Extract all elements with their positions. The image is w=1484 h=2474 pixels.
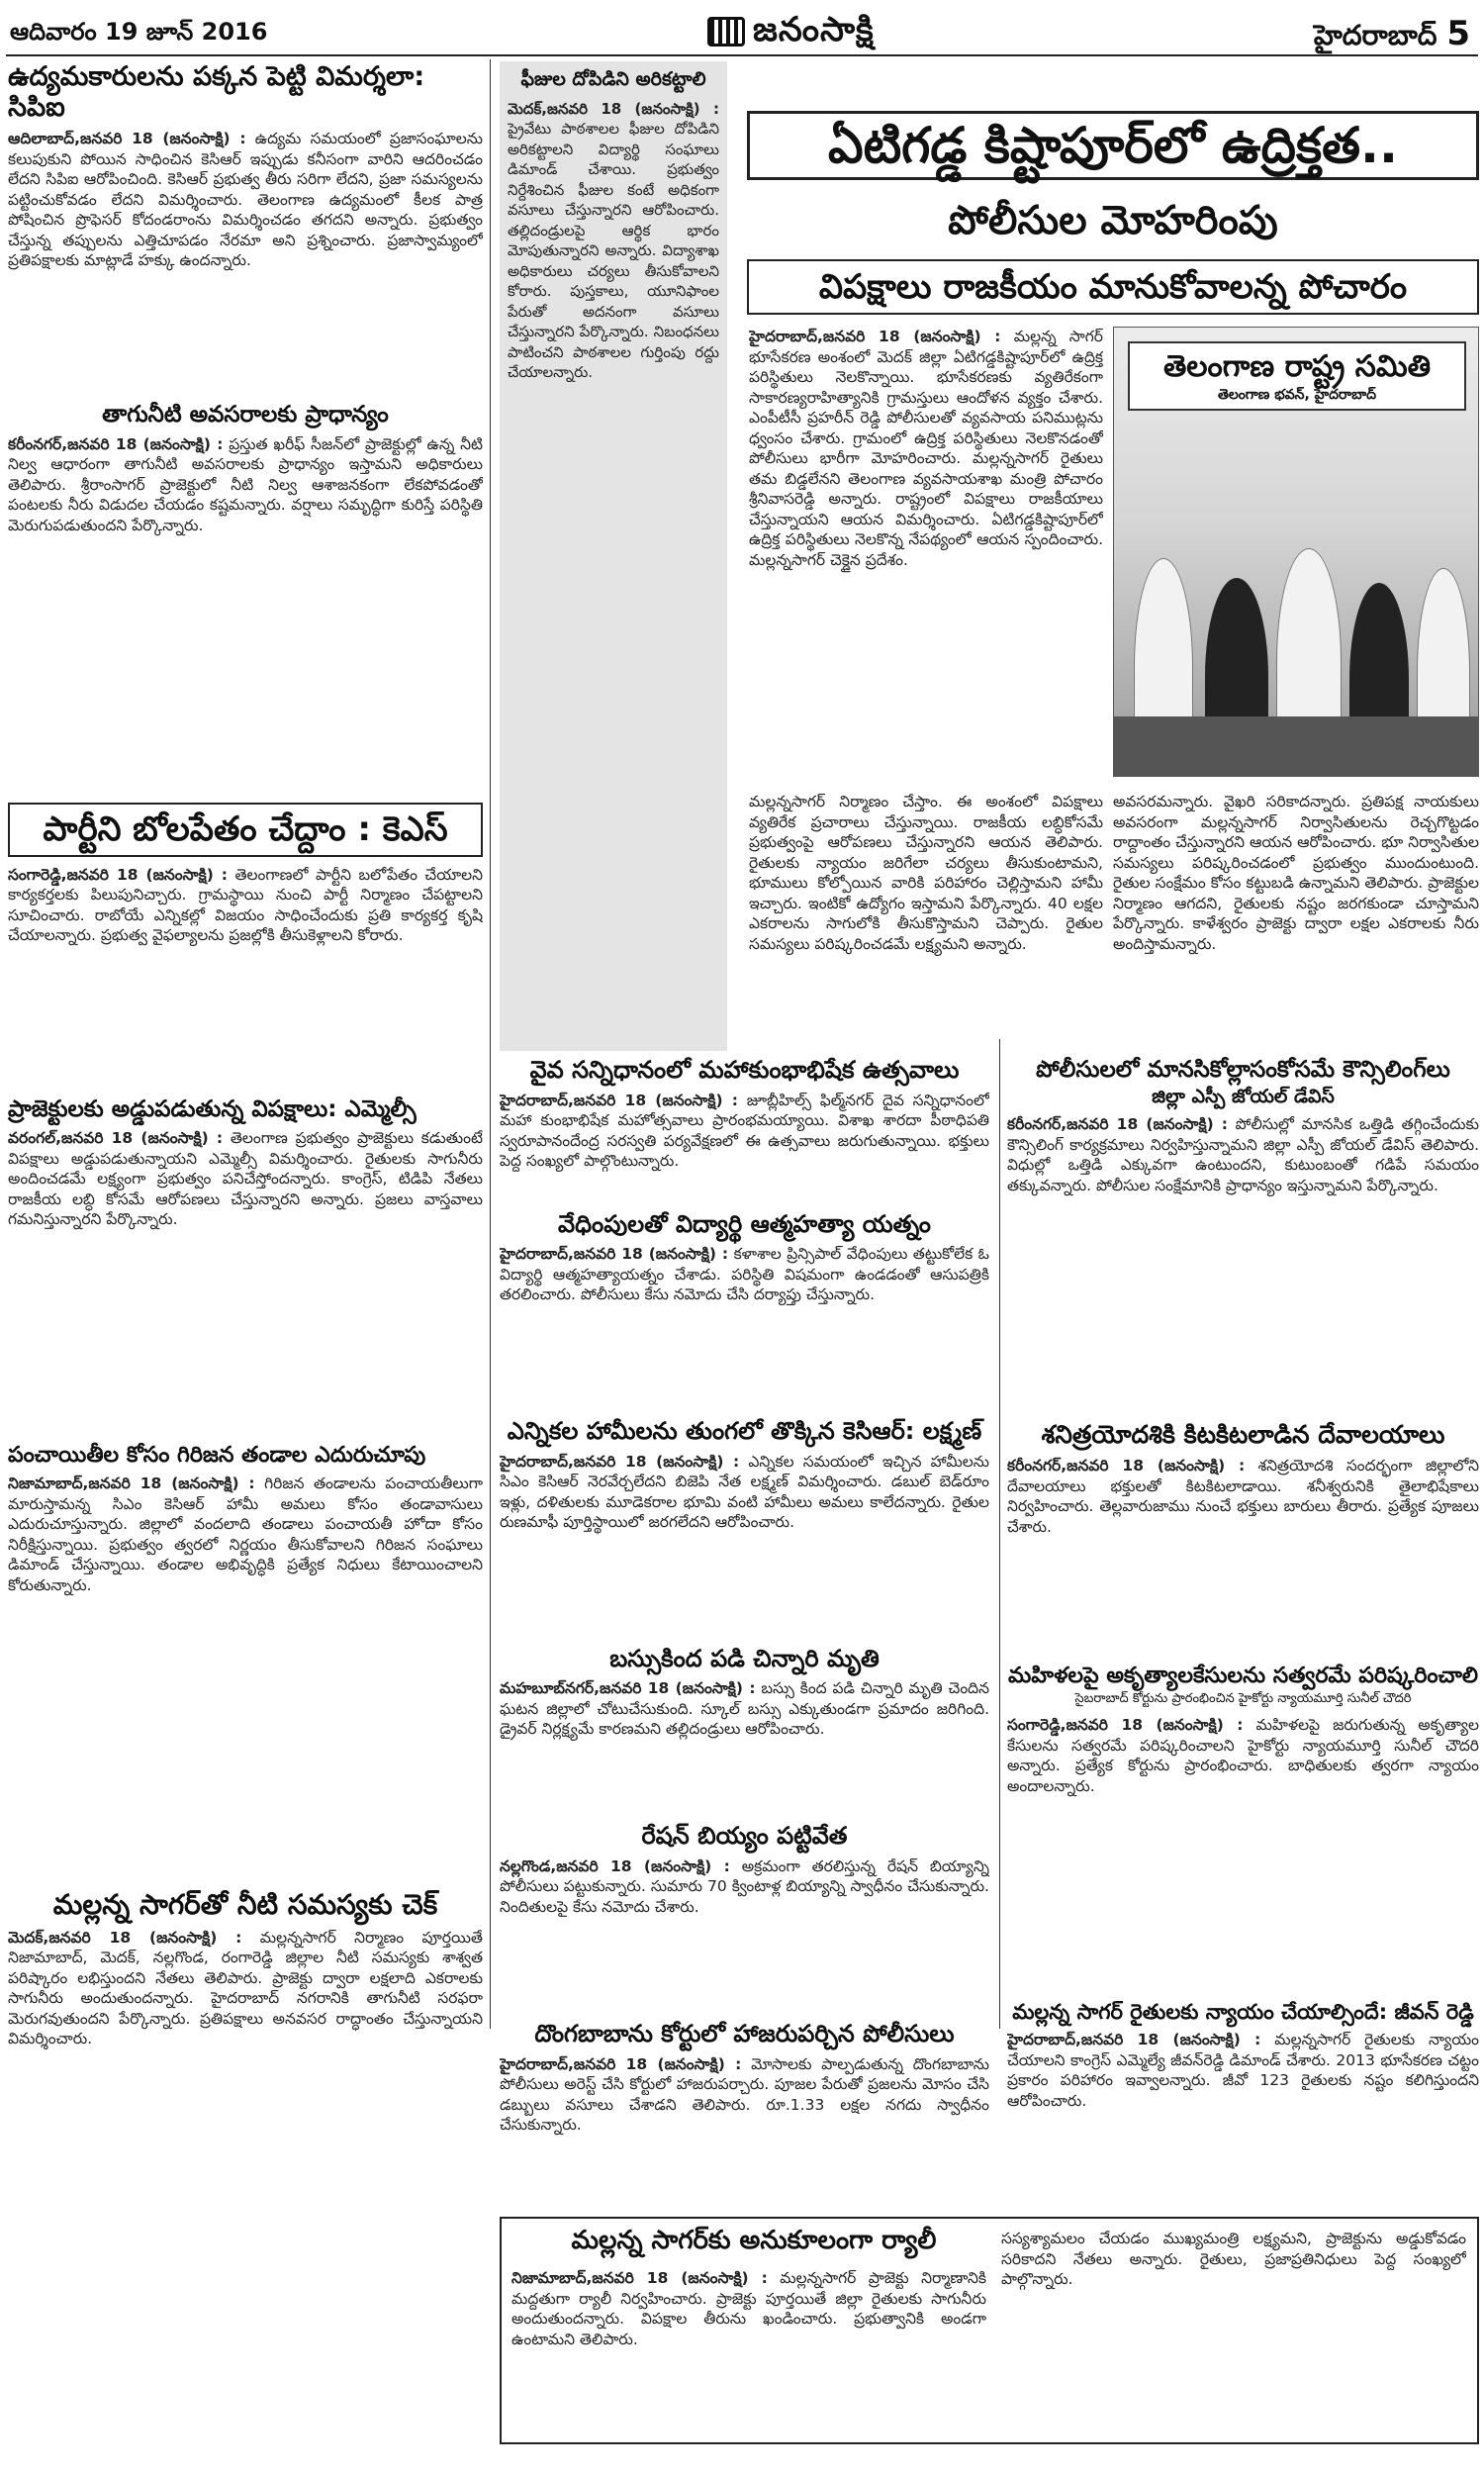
headline-box [8,803,483,857]
dateline: వరంగల్,జనవరి 18 (జనంసాక్షి) : [8,1129,224,1148]
article-body-right: సస్యశ్యామలం చేయడం ముఖ్యమంత్రి లక్ష్యమని, ప్రాజెక్టును అడ్డుకోవడం సరికాదని నేతలు అన్నారు. రైతులు, ప్రజాప్రతినిధులు పెద్ద సంఖ్యలో పాల్గొన్నారు. [1001,2230,1466,2288]
trs-banner [1128,341,1466,411]
body-text: ఎన్నికల సమయంలో ఇచ్చిన హామీలను సిఎం కెసిఆర్ నెరవేర్చలేదని బిజెపి నేత లక్ష్మణ్ విమర్శించారు. డబుల్ బెడ్‌రూం ఇళ్లు, దళితులకు మూడెకరాల భూమి వంటి హామీలు అమలు కాలేదన్నారు. రైతుల రుణమాఫీ పూర్తిస్థాయిలో జరగలేదని ఆరోపించారు. [500,1452,989,1532]
article-mallanna-water [8,1889,483,2273]
main-subhead-1: పోలీసుల మోహరింపు [948,198,1278,243]
body-text: ప్రైవేటు పాఠశాలల ఫీజుల దోపిడిని అరికట్టాలని విద్యార్థి సంఘాలు డిమాండ్ చేశాయి. ప్రభుత్వం నిర్దేశించిన ఫీజుల కంటే అధికంగా వసూలు చేస్తున్నారని ఆరోపించారు. తల్లిదండ్రులపై ఆర్థిక భారం మోపుతున్నారని అన్నారు. విద్యాశాఖ అధికారులు చర్యలు తీసుకోవాలని కోరారు. పుస్తకాలు, యూనిఫాంల పేరుతో అదనంగా వసూలు చేస్తున్నారని పేర్కొన్నారు. నిబంధనలు పాటించని పాఠశాలల గుర్తింపు రద్దు చేయాలన్నారు. [508,120,719,382]
article-body [1007,2030,1479,2241]
issue-date: ఆదివారం 19 జూన్ 2016 [10,18,268,46]
article-body [8,1128,483,1435]
article-body [8,1474,483,1881]
article-kumbhabhishekam [500,1057,989,1201]
main-story-body-left [749,327,1103,782]
dateline: నిజామాబాద్,జనవరి 18 (జనంసాక్షి) : [511,2269,768,2287]
article-laxman [500,1418,989,1636]
article-drinking-water [8,402,483,792]
dateline: నిజామాబాద్,జనవరి 18 (జనంసాక్షి) : [8,1475,255,1493]
column-divider [999,1039,1000,2029]
dateline: సంగారెడ్డి,జనవరి 18 (జనంసాక్షి) : [1007,1716,1244,1735]
article-cpi [8,61,483,394]
main-story-body-bottom-right: అవసరమన్నారు. వైఖరి సరికాదన్నారు. ప్రతిపక్ష నాయకులు అవసరంగా మల్లన్నసాగర్ నిర్వాసితులను రెచ్చగొట్టడం రాద్దాంతం చేస్తున్నారని ఆయన ఆరోపించారు. భూ నిర్వాసితుల సమస్యలు పరిష్కరించడంలో ప్రభుత్వం ముందుంటుంది. రైతుల సంక్షేమం కోసం కట్టుబడి ఉన్నామని తెలిపారు. ప్రాజెక్టుల నిర్మాణం ఆగదని, రైతులకు నష్టం జరగకుండా చూస్తామని పేర్కొన్నారు. కాళేశ్వరం ప్రాజెక్టు ద్వారా లక్షల ఎకరాలకు నీరు అందిస్తామన్నారు. [1113,793,1479,953]
main-subhead-box [747,259,1479,315]
headline: బస్సుకింద పడి చిన్నారి మృతి [609,1644,880,1672]
headline: మల్లన్న సాగర్ రైతులకు న్యాయం చేయాల్సిందే: జీవన్ రెడ్డి [1012,2000,1474,2025]
article-body [1007,1456,1479,1654]
headline: ప్రాజెక్టులకు అడ్డుపడుతున్న విపక్షాలు: ఎమ్మెల్సీ [8,1095,417,1122]
article-jeevan-reddy [1007,2000,1479,2241]
paper-name: జనంసాక్షి [753,10,875,49]
article-body [508,99,719,1039]
dateline: మెదక్,జనవరి 18 (జనంసాక్షి) : [508,99,719,118]
page-number: 5 [1446,14,1470,53]
article-temples [1007,1421,1479,1654]
body-text: తెలంగాణ ప్రభుత్వం ప్రాజెక్టులు కడుతుంటే విపక్షాలు అడ్డుపడుతున్నాయని ఎమ్మెల్సీ విమర్శించారు. రైతులకు సాగునీరు అందించడమే లక్ష్యంగా ప్రభుత్వం పనిచేస్తోందన్నారు. కాంగ్రెస్, టిడిపి నేతలు రాజకీయ లబ్ధి కోసమే ఆరోపణలు చేస్తున్నారని అన్నారు. ప్రజలు వాస్తవాలు గమనిస్తున్నారని పేర్కొన్నారు. [8,1129,483,1229]
dateline: కరీంనగర్,జనవరి 18 (జనంసాక్షి) : [8,434,224,453]
dateline: మెదక్,జనవరి 18 (జనంసాక్షి) : [8,1928,242,1947]
article-body [500,1678,989,1813]
paper-logo [707,10,875,57]
article-police-counselling [1007,1057,1479,1411]
headline: రేషన్ బియ్యం పట్టివేత [641,1822,848,1851]
article-body [500,1856,989,2011]
body-text: మోసాలకు పాల్పడుతున్న దొంగబాబాను పోలీసులు అరెస్ట్ చేసి కోర్టులో హాజరుపర్చారు. పూజల పేరుతో ప్రజలను మోసం చేసి డబ్బులు వసూలు చేశాడని తెలిపారు. రూ.1.33 లక్షల నగదు స్వాధీనం చేసుకున్నారు. [500,2054,989,2135]
edition-city [1314,14,1470,58]
dateline: హైదరాబాద్,జనవరి 18 (జనంసాక్షి) : [500,1452,740,1471]
dateline: కరీంనగర్,జనవరి 18 (జనంసాక్షి) : [1007,1115,1229,1134]
article-women-cases [1007,1664,1479,1990]
body-text: మల్లన్న సాగర్ భూసేకరణ అంశంలో మెదక్ జిల్లా ఏటిగడ్డకిష్టాపూర్‌లో ఉద్రిక్త పరిస్థితులు నెలకొన్నాయి. భూసేకరణకు వ్యతిరేకంగా సాకారణ్యరాహిత్యానికి గ్రామస్తులు ఆందోళన వ్యక్తం చేశారు. ఎంపీటీసీ ప్రహరీన్‌ రెడ్డి పోలీసులతో వ్యవసాయ పనిముట్లను ధ్వంసం చేశారు. గ్రామంలో ఉద్రిక్త పరిస్థితులు నెలకొనడంతో పోలీసులు భారీగా మోహరించారు. మల్లన్నసాగర్‌ రైతులు తమ బిడ్డలేనని తెలంగాణ వ్యవసాయశాఖ మంత్రి పోచారం శ్రీనివాసరెడ్డి అన్నారు. రాష్ట్రంలో విపక్షాలు రాజకీయాలు చేస్తున్నాయని ఆయన విమర్శించారు. ఏటిగడ్డకిష్టాపూర్‌లో ఉద్రిక్త పరిస్థితులు నెలకొన్న నేపథ్యంలో ఆయన స్పందించారు. మల్లన్నసాగర్‌ చెక్డైన ప్రదేశం. [749,328,1103,569]
dateline: హైదరాబాద్,జనవరి 18 (జనంసాక్షి) : [500,1091,738,1109]
masthead-rule [6,54,1478,56]
article-body [8,129,483,394]
article-body [500,1452,989,1636]
article-body [500,1244,989,1408]
subhead: సైబరాబాద్ కోర్టును ప్రారంభించిన హైకోర్టు న్యాయమూర్తి సునీల్ చౌదరి [1074,1691,1412,1707]
article-body [1007,1114,1479,1411]
article-projects [8,1096,483,1435]
banner-title: తెలంగాణ రాష్ట్ర సమితి [1162,349,1432,384]
main-headline-box [747,111,1479,180]
body-text: జూబ్లీహిల్స్ ఫిల్మ్‌నగర్ దైవ సన్నిధానంలో మహా కుంభాభిషేక మహోత్సవాలు ప్రారంభమయ్యాయి. విశాఖ శారదా పీఠాధిపతి స్వరూపానందేంద్ర సరస్వతి పర్యవేక్షణలో ఈ ఉత్సవాలు జరుగుతున్నాయి. భక్తులు పెద్ద సంఖ్యలో పాల్గొంటున్నారు. [500,1091,989,1171]
article-body [8,865,483,1089]
headline: శనిత్రయోదశికి కిటకిటలాడిన దేవాలయాలు [1041,1420,1445,1450]
column-divider [490,59,491,2029]
dateline: హైదరాబాద్,జనవరి 18 (జనంసాక్షి) : [500,1245,729,1264]
dateline: హైదరాబాద్,జనవరి 18 (జనంసాక్షి) : [500,2054,742,2073]
press-table [1114,716,1478,776]
body-text: శనిత్రయోదశి సందర్భంగా జిల్లాలోని దేవాలయాలు భక్తులతో కిటకిటలాడాయి. శనీశ్వరునికి తైలాభిషేకాలు నిర్వహించారు. తెల్లవారుజాము నుంచే భక్తులు బారులు తీరారు. ప్రత్యేక పూజలు చేశారు. [1007,1457,1479,1536]
headline: ఫీజుల దోపిడిని అరికట్టాలి [520,68,706,90]
headline: పంచాయితీల కోసం గిరిజన తండాల ఎదురుచూపు [8,1443,426,1469]
left-column [8,61,483,2274]
article-ration-rice [500,1823,989,2011]
body-text: ఉద్యమ సమయంలో ప్రజాసంఘాలను కలుపుకుని పోయిన సాధించిన కెసిఆర్ ఇప్పుడు కనీసంగా వారిని ఆదరించడం లేదని సిపిఐ ఆరోపించింది. కెసిఆర్ ప్రభుత్వ తీరు సరిగా లేదని, ప్రజా సమస్యలను పట్టించుకోవడం లేదని విమర్శించారు. తెలంగాణ ఉద్యమంలో కీలక పాత్ర పోషించిన ప్రొఫెసర్ కోదండరాంను విమర్శించడం తగదని అన్నారు. ప్రభుత్వం చేస్తున్న తప్పులను ఎత్తిచూపడం నేరమా అని ప్రశ్నించారు. ప్రజాస్వామ్యంలో ప్రతిపక్షాలకు మాట్లాడే హక్కు ఉందన్నారు. [8,130,483,270]
body-text: మల్లన్నసాగర్ రైతులకు న్యాయం చేయాలని కాంగ్రెస్ ఎమ్మెల్యే జీవన్‌రెడ్డి డిమాండ్ చేశారు. 2013 భూసేకరణ చట్టం ప్రకారం పరిహారం ఇవ్వాలన్నారు. జీవో 123 రైతులకు నష్టం కలిగిస్తుందని ఆరోపించారు. [1007,2031,1479,2110]
headline: పోలీసులలో మానసికోల్లాసంకోసమే కౌన్సిలింగ్‌లు [1036,1057,1450,1083]
city-name: హైదరాబాద్ [1313,19,1438,51]
headline: వేధింపులతో విద్యార్థి ఆత్మహత్యా యత్నం [558,1209,931,1238]
dateline: కరీంనగర్,జనవరి 18 (జనంసాక్షి) : [1007,1457,1246,1475]
banner-subtitle: తెలంగాణ భవన్, హైదరాబాద్ [1217,387,1377,403]
article-body [8,434,483,793]
center-column [500,1057,989,2252]
article-body [1007,1715,1479,1990]
body-text: పోలీసుల్లో మానసిక ఒత్తిడి తగ్గించేందుకు కౌన్సిలింగ్ కార్యక్రమాలు నిర్వహిస్తున్నామని జిల్లా ఎస్పీ జోయల్ డేవిస్ తెలిపారు. విధుల్లో ఒత్తిడి ఎక్కువగా ఉంటుందని, కుటుంబంతో గడిపే సమయం తక్కువన్నారు. పోలీసుల సంక్షేమానికి ప్రాధాన్యం ఇస్తున్నామని పేర్కొన్నారు. [1007,1115,1479,1194]
dateline: సంగారెడ్డి,జనవరి 18 (జనంసాక్షి) : [8,865,228,884]
rally-article-box [500,2217,1479,2444]
dateline: హైదరాబాద్,జనవరి 18 (జనంసాక్షి) : [749,328,1001,345]
dateline: నల్లగొండ,జనవరి 18 (జనంసాక్షి) : [500,1856,730,1875]
body-text: మల్లన్నసాగర్ నిర్మాణం పూర్తయితే నిజామాబాద్, మెదక్, నల్లగొండ, రంగారెడ్డి జిల్లాల నీటి సమస్యకు శాశ్వత పరిష్కారం లభిస్తుందని నేతలు తెలిపారు. ప్రాజెక్టు ద్వారా లక్షలాది ఎకరాలకు సాగునీరు అందుతుందన్నారు. హైదరాబాద్ నగరానికి తాగునీటి సరఫరా మెరుగవుతుందని పేర్కొన్నారు. ప్రతిపక్షాలు అనవసర రాద్ధాంతం చేస్తున్నాయని విమర్శించారు. [8,1928,483,2048]
headline: మల్లన్న సాగర్‌కు అనుకూలంగా ర్యాలీ [571,2226,937,2255]
body-text: గిరిజన తండాలను పంచాయతీలుగా మారుస్తామన్న సిఎం కెసిఆర్ హామీ అమలు కోసం తండావాసులు ఎదురుచూస్తున్నారు. జిల్లాలో వందలాది తండాలు పంచాయతీ హోదా కోసం నిరీక్షిస్తున్నాయి. ప్రభుత్వం త్వరలో నిర్ణయం తీసుకోవాలని గిరిజన సంఘాలు డిమాండ్ చేస్తున్నాయి. తండాల అభివృద్ధికి ప్రత్యేక నిధులు కేటాయించాలని కోరుతున్నారు. [8,1475,483,1594]
subhead: జిల్లా ఎస్పీ జోయల్ డేవిస్ [1152,1086,1335,1108]
headline: మహిళలపై అకృత్యాలకేసులను సత్వరమే పరిష్కరించాలి [1008,1664,1478,1689]
body-text: బస్సు కింద పడి చిన్నారి మృతి చెందిన ఘటన జిల్లాలో చోటుచేసుకుంది. స్కూల్ బస్సు ఎక్కుతుండగా ప్రమాదం జరిగింది. డ్రైవర్ నిర్లక్ష్యమే కారణమని తల్లిదండ్రులు ఆరోపించారు. [500,1679,989,1739]
article-body-left [511,2268,986,2434]
headline: దొంగబాబాను కోర్టులో హాజరుపర్చిన పోలీసులు [534,2019,955,2047]
article-body [500,1091,989,1201]
main-story-body-bottom-left: మల్లన్నసాగర్‌ నిర్మాణం చేస్తాం. ఈ అంశంలో విపక్షాలు వ్యతిరేక ప్రచారాలు చేస్తున్నాయి. రాజకీయ లబ్ధికోసమే ప్రభుత్వంపై ఆరోపణలు చేస్తున్నారని ఆయన తెలిపారు. రైతులకు న్యాయం జరిగేలా చర్యలు తీసుకుంటామని, భూములు కోల్పోయిన వారికి పరిహారం చెల్లిస్తామని హామీ ఇచ్చారు. ఇంటికో ఉద్యోగం ఇస్తామని పేర్కొన్నారు. 40 లక్షల ఎకరాలను సాగులోకి తీసుకొస్తామని చెప్పారు. రైతుల సమస్యలు పరిష్కరించడమే లక్ష్యమని అన్నారు. [749,793,1103,953]
body-text: ప్రస్తుత ఖరీఫ్ సీజన్‌లో ప్రాజెక్టుల్లో ఉన్న నీటి నిల్వ ఆధారంగా తాగునీటి అవసరాలకు ప్రాధాన్యం ఇస్తామని అధికారులు తెలిపారు. శ్రీరాంసాగర్ ప్రాజెక్టులో నీటి నిల్వ ఆశాజనకంగా లేకపోవడంతో పంటలకు నీరు విడుదల చేయడం కష్టమన్నారు. వర్షాలు సమృద్ధిగా కురిస్తే పరిస్థితి మెరుగుపడుతుందని పేర్కొన్నారు. [8,434,483,534]
body-text: మల్లన్నసాగర్ ప్రాజెక్టు నిర్మాణానికి మద్దతుగా ర్యాలీ నిర్వహించారు. ప్రాజెక్టు పూర్తయితే జిల్లా రైతులకు సాగునీరు అందుతుందన్నారు. విపక్షాల తీరును ఖండించారు. ప్రభుత్వానికి అండగా ఉంటామని తెలిపారు. [511,2269,986,2348]
main-headline: ఏటిగడ్డ కిష్టాపూర్‌లో ఉద్రిక్తత.. [828,117,1398,174]
logo-mark-icon [707,17,745,47]
headline: మల్లన్న సాగర్‌తో నీటి సమస్యకు చెక్ [52,1888,438,1922]
body-text: కళాశాల ప్రిన్సిపాల్ వేధింపులు తట్టుకోలేక ఓ విద్యార్థి ఆత్మహత్యాయత్నం చేశాడు. పరిస్థితి విషమంగా ఉండడంతో ఆసుపత్రికి తరలించారు. పోలీసులు కేసు నమోదు చేసి దర్యాప్తు చేస్తున్నారు. [500,1245,989,1304]
article-body [8,1928,483,2274]
headline: తాగునీటి అవసరాలకు ప్రాధాన్యం [102,402,389,428]
body-text: అక్రమంగా తరలిస్తున్న రేషన్ బియ్యాన్ని పోలీసులు పట్టుకున్నారు. సుమారు 70 క్వింటాళ్ల బియ్యాన్ని స్వాధీనం చేసుకున్నారు. నిందితులపై కేసు నమోదు చేశారు. [500,1856,989,1916]
right-column [1007,1057,1479,2241]
headline: ఎన్నికల హామీలను తుంగలో తొక్కిన కెసిఆర్: లక్ష్మణ్ [507,1417,982,1446]
dateline: ఆదిలాబాద్,జనవరి 18 (జనంసాక్షి) : [8,130,246,148]
body-text: తెలంగాణలో పార్టీని బలోపేతం చేయాలని కార్యకర్తలకు పిలుపునిచ్చారు. గ్రామస్థాయి నుంచి పార్టీ నిర్మాణం చేపట్టాలని సూచించారు. రాబోయే ఎన్నికల్లో విజయం సాధించేందుకు ప్రతి కార్యకర్త కృషి చేయాలన్నారు. ప్రభుత్వ వైఫల్యాలను ప్రజల్లోకి తీసుకెళ్లాలని కోరారు. [8,865,483,945]
headline: పార్టీని బోలపేతం చేద్దాం : కెఎస్ [43,809,448,849]
article-bus-accident [500,1646,989,1814]
article-student [500,1211,989,1409]
dateline: మహబూబ్‌నగర్,జనవరి 18 (జనంసాక్షి) : [500,1679,756,1698]
dateline: హైదరాబాద్,జనవరి 18 (జనంసాక్షి) : [1007,2031,1261,2049]
headline: వైవ సన్నిధానంలో మహాకుంభాభిషేక ఉత్సవాలు [529,1056,960,1084]
fee-box [500,61,727,1051]
headline: ఉద్యమకారులను పక్కన పెట్టి విమర్శలా: సిపిఐ [8,61,425,124]
body-text: మహిళలపై జరుగుతున్న అకృత్యాల కేసులను సత్వరమే పరిష్కరించాలని హైకోర్టు న్యాయమూర్తి సునీల్ చౌదరి అన్నారు. ప్రత్యేక కోర్టును ప్రారంభించారు. బాధితులకు త్వరగా న్యాయం అందాలన్నారు. [1007,1716,1479,1795]
main-subhead-2: విపక్షాలు రాజకీయం మానుకోవాలన్న పోచారం [818,267,1408,307]
article-panchayat [8,1443,483,1881]
press-meet-photo [1113,327,1479,777]
